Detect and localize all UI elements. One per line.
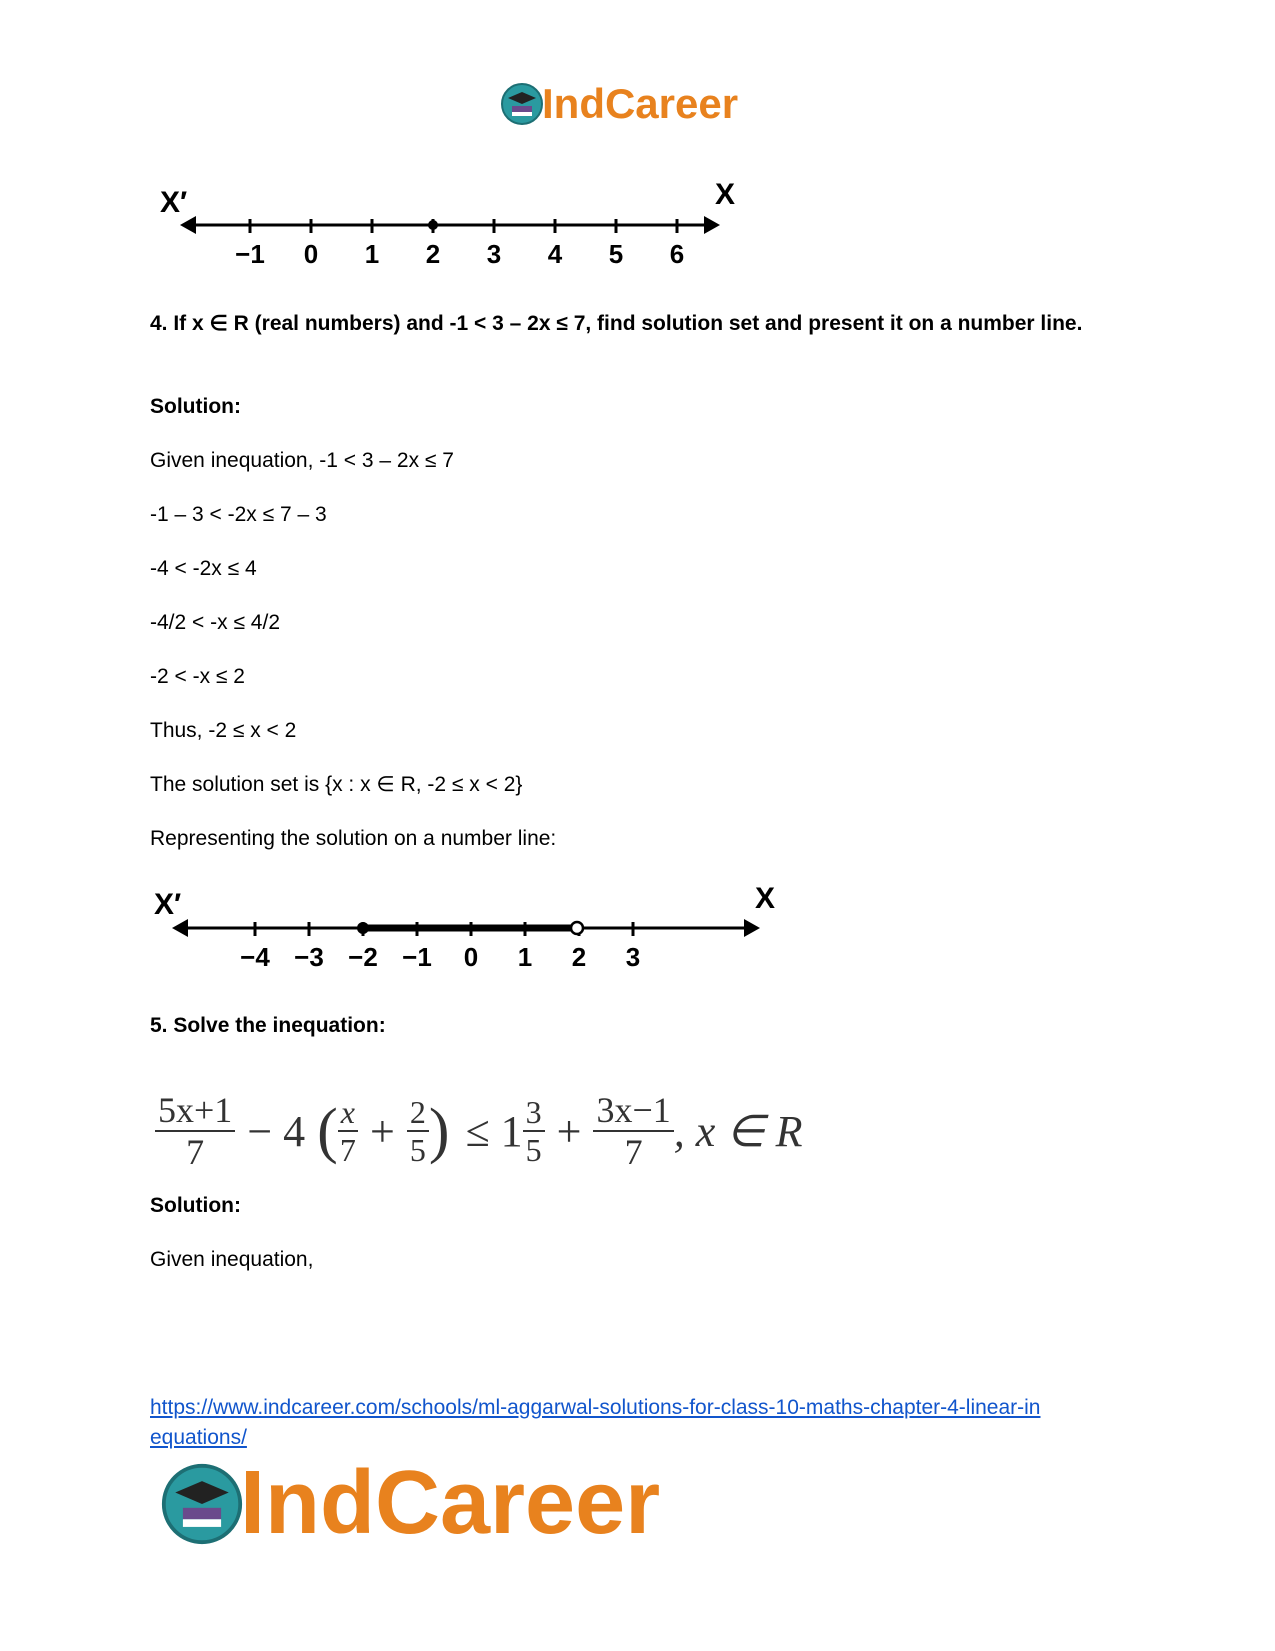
q5-inequation <box>155 1088 1005 1174</box>
footer-link-line-1[interactable]: https://www.indcareer.com/schools/ml-aggarwal-solutions-for-class-10-maths-chapter-4-linear-in <box>150 1396 1041 1419</box>
q5-tail: , x ∈ R <box>673 1106 803 1156</box>
number-line-2 <box>150 880 780 990</box>
q5-f2-numerator: x <box>338 1096 358 1132</box>
q5-fraction-1 <box>155 1092 235 1170</box>
footer-logo-globe-icon <box>160 1462 244 1546</box>
numline1-tick-label: −1 <box>235 239 265 269</box>
q4-line-4: -4/2 < -x ≤ 4/2 <box>150 611 280 634</box>
q4-solution-label: Solution: <box>150 395 241 418</box>
question-4: 4. If x ∈ R (real numbers) and -1 < 3 – 2x ≤ 7, find solution set and present it on a number line. <box>150 312 1083 335</box>
question-5: 5. Solve the inequation: <box>150 1014 386 1037</box>
q5-solution-label: Solution: <box>150 1194 241 1217</box>
q5-f5-denominator: 7 <box>624 1132 643 1172</box>
numline2-tick-label: 0 <box>463 942 479 972</box>
q5-f5-numerator: 3x−1 <box>593 1092 673 1132</box>
numline2-tick-label: 3 <box>625 942 641 972</box>
q5-fraction-5 <box>593 1092 673 1170</box>
footer-logo <box>160 1452 660 1555</box>
numline1-tick-label: 0 <box>303 239 319 269</box>
q4-line-7: The solution set is {x : x ∈ R, -2 ≤ x < 2} <box>150 773 523 796</box>
header-logo <box>500 80 738 128</box>
footer-link-block <box>150 1393 1150 1453</box>
numline2-closed-point <box>357 922 369 934</box>
q4-line-3: -4 < -2x ≤ 4 <box>150 557 257 580</box>
q5-f3-numerator: 2 <box>407 1096 429 1132</box>
numline1-tick-label: 5 <box>608 239 624 269</box>
q5-fraction-3 <box>407 1096 429 1166</box>
numline1-right-arrow <box>704 216 720 234</box>
q5-f1-denominator: 7 <box>186 1132 205 1172</box>
q5-plus-2: + <box>556 1106 582 1156</box>
numline2-right-label: X <box>755 882 776 915</box>
q5-f4-denominator: 5 <box>525 1132 542 1168</box>
q5-fraction-4 <box>523 1096 545 1166</box>
numline2-tick-label: 2 <box>571 942 587 972</box>
numline1-left-label: X′ <box>160 186 188 219</box>
q5-f3-denominator: 5 <box>409 1132 426 1168</box>
q4-line-6: Thus, -2 ≤ x < 2 <box>150 719 297 742</box>
numline1-closed-point <box>428 220 438 230</box>
numline1-right-label: X <box>715 180 736 211</box>
header-logo-text: IndCareer <box>542 80 739 127</box>
numline2-tick-label: −2 <box>348 942 378 972</box>
q5-line-1: Given inequation, <box>150 1248 314 1271</box>
numline1-tick-label: 2 <box>425 239 441 269</box>
numline1-tick-label: 4 <box>547 239 563 269</box>
q5-minus-four: − 4 <box>247 1106 306 1156</box>
numline2-left-arrow <box>172 919 188 937</box>
q4-line-2: -1 – 3 < -2x ≤ 7 – 3 <box>150 503 327 526</box>
numline2-tick-label: −3 <box>294 942 324 972</box>
numline2-right-arrow <box>744 919 760 937</box>
q5-fraction-2 <box>338 1096 358 1166</box>
number-line-1 <box>150 180 740 280</box>
q4-line-5: -2 < -x ≤ 2 <box>150 665 245 688</box>
q5-leq-one: ≤ 1 <box>465 1106 523 1156</box>
q4-line-1: Given inequation, -1 < 3 – 2x ≤ 7 <box>150 449 454 472</box>
q4-line-8: Representing the solution on a number line: <box>150 827 557 850</box>
numline2-tick-label: 1 <box>517 942 533 972</box>
numline1-tick-label: 1 <box>364 239 380 269</box>
q5-plus-1: + <box>370 1106 395 1156</box>
footer-logo-text: IndCareer <box>240 1453 661 1553</box>
numline2-tick-label: −4 <box>240 942 270 972</box>
logo-globe-icon <box>500 82 544 126</box>
q5-close-paren: ) <box>428 1096 450 1165</box>
footer-link-line-2[interactable]: equations/ <box>150 1426 247 1449</box>
numline2-left-label: X′ <box>154 888 182 921</box>
q5-open-paren: ( <box>317 1096 338 1165</box>
q5-f2-denominator: 7 <box>339 1132 356 1168</box>
q5-f4-numerator: 3 <box>523 1096 545 1132</box>
numline2-open-point <box>571 922 583 934</box>
numline1-tick-label: 3 <box>486 239 502 269</box>
numline1-tick-label: 6 <box>669 239 685 269</box>
numline2-tick-label: −1 <box>402 942 432 972</box>
q5-f1-numerator: 5x+1 <box>155 1092 235 1132</box>
